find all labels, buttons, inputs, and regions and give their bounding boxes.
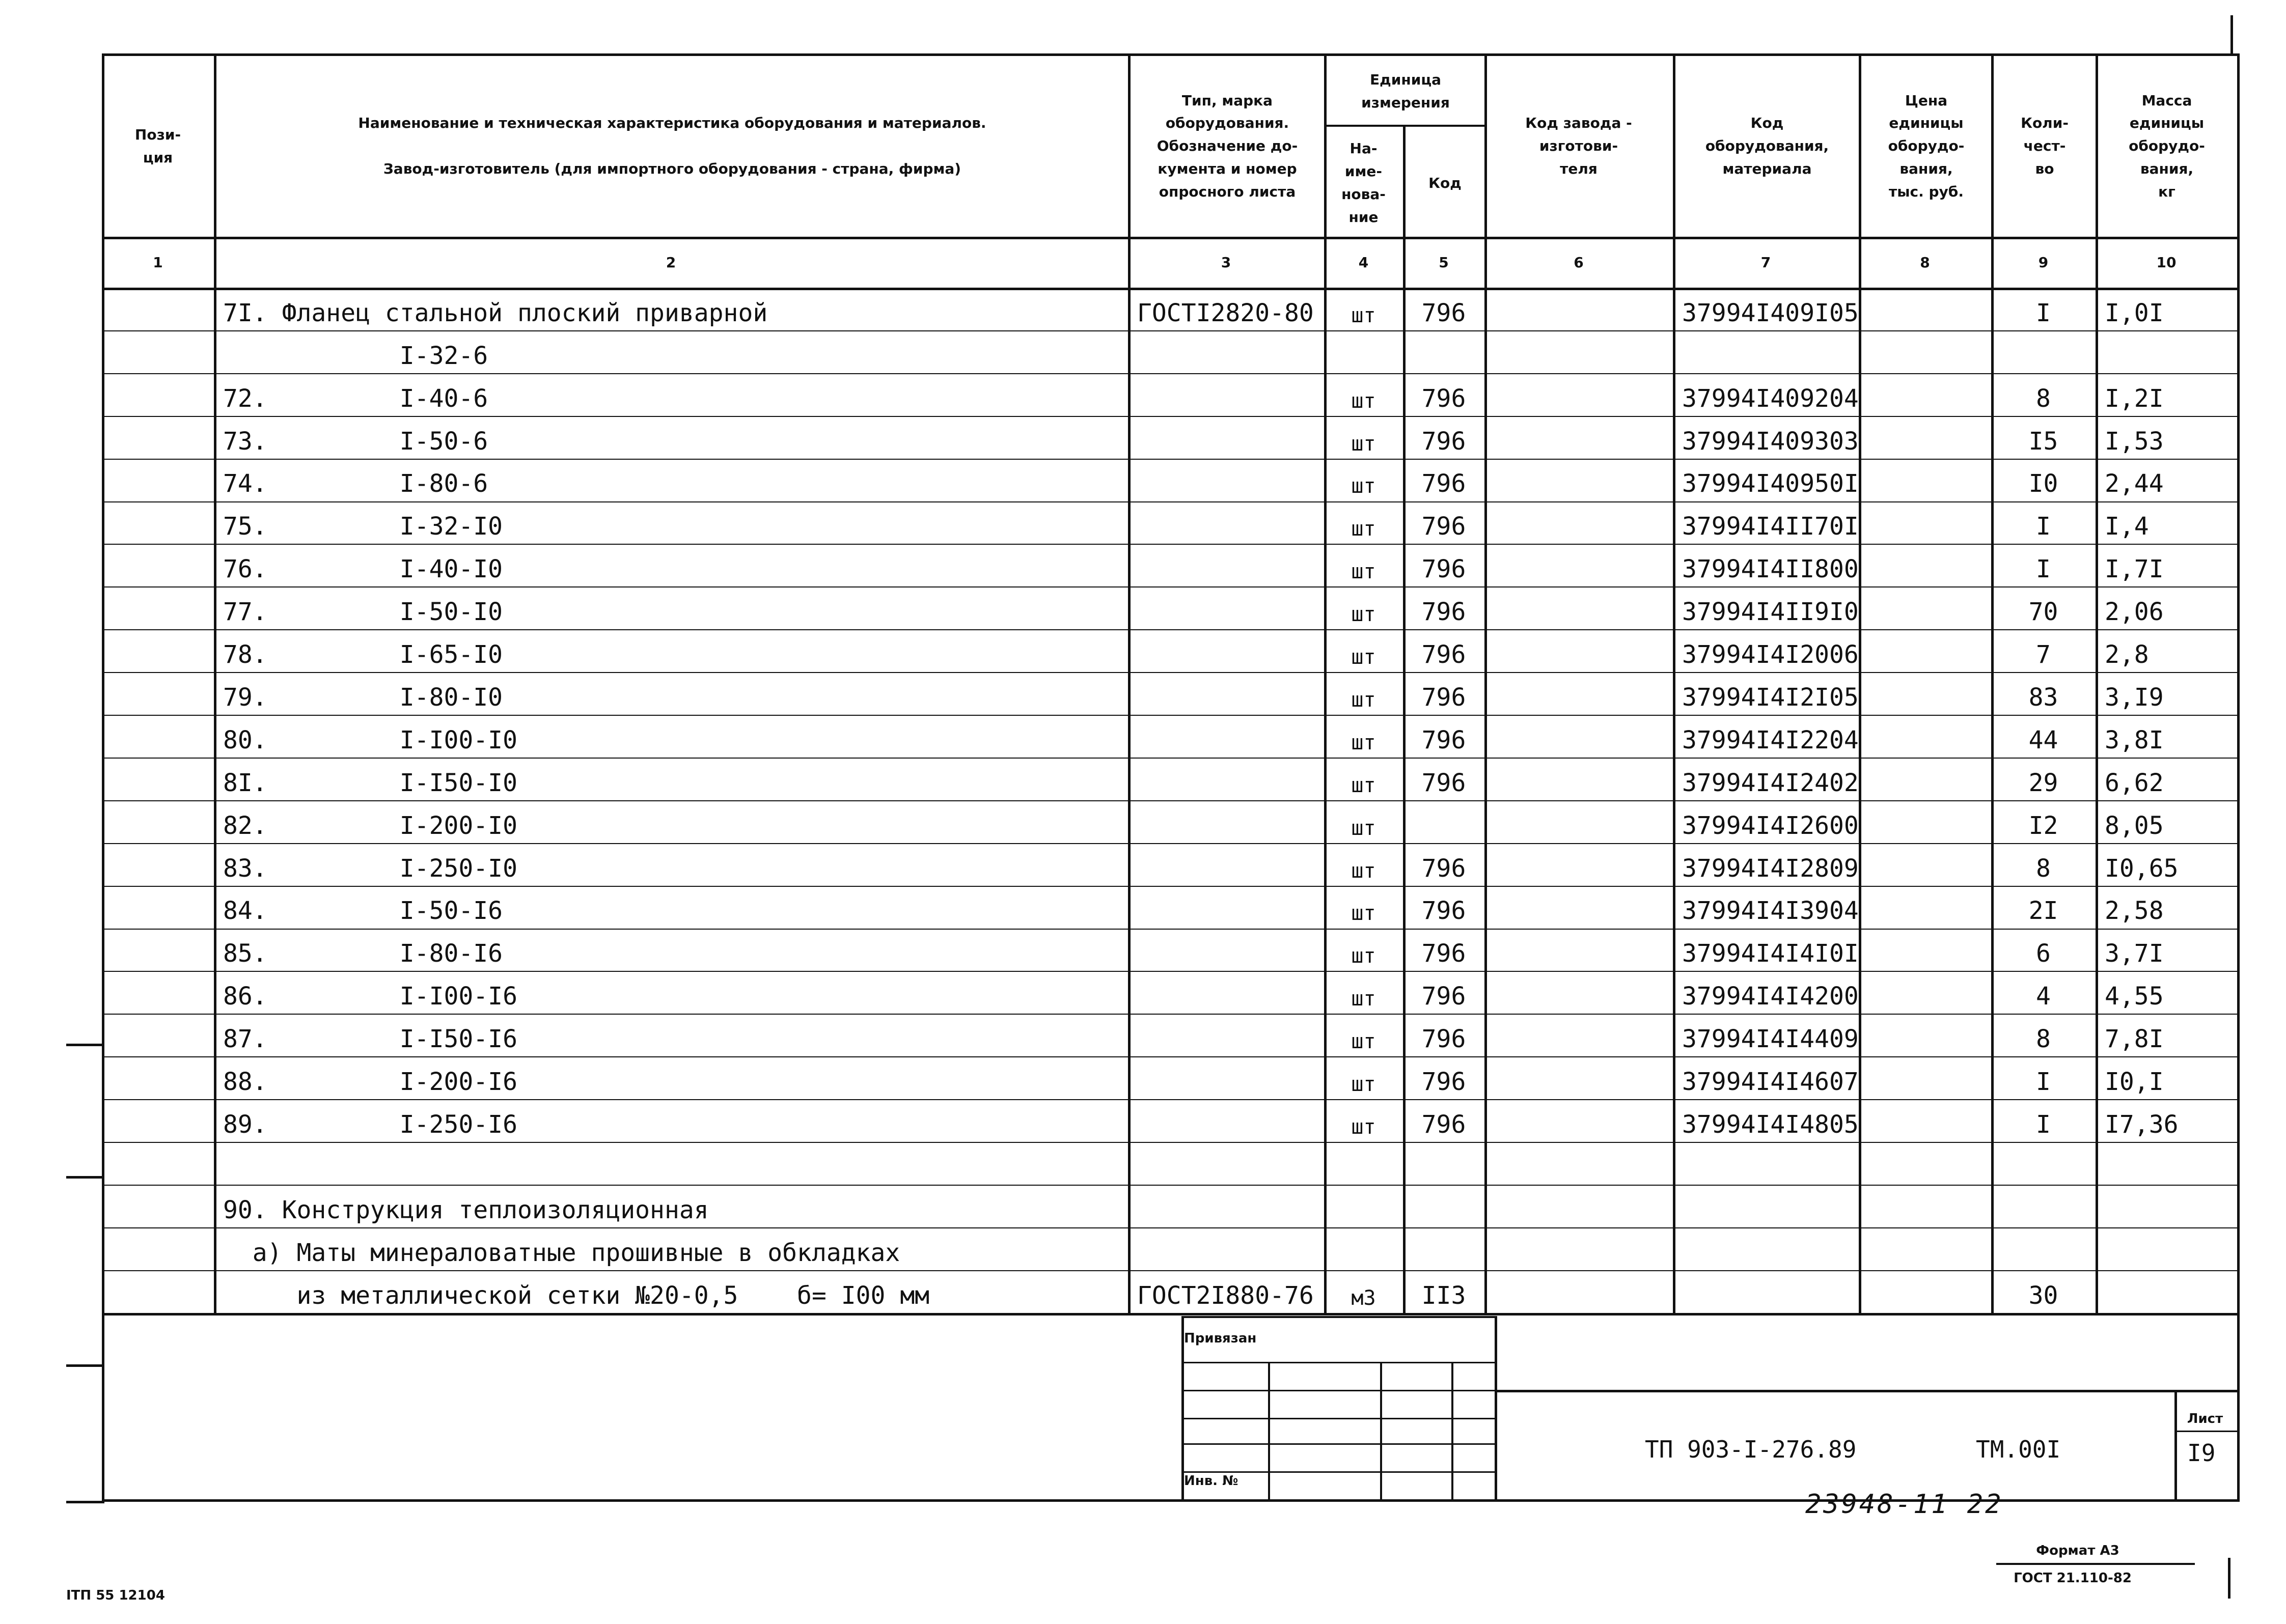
column-number: 8 <box>1920 254 1930 271</box>
column-number: 7 <box>1760 254 1771 271</box>
document-cell <box>1128 544 1324 586</box>
footer-rule <box>2228 1558 2230 1599</box>
row-rule-dashed <box>102 586 214 587</box>
document-cell <box>1128 971 1324 1014</box>
row-rule <box>214 501 2238 502</box>
quantity-cell: I <box>2036 1110 2051 1139</box>
item-name-cell: 83. I-250-I0 <box>223 854 517 883</box>
quantity-cell: I <box>2036 1068 2051 1097</box>
item-name-cell: 84. I-50-I6 <box>223 897 503 926</box>
mass-cell: I,53 <box>2105 427 2164 456</box>
row-rule-dashed <box>102 1185 214 1186</box>
column-number: 4 <box>1358 254 1369 271</box>
header-unit-price: Цена единицы оборудо- вания, тыс. руб. <box>1888 92 1965 200</box>
item-name-cell: 78. I-65-I0 <box>223 640 503 669</box>
item-name-cell: 75. I-32-I0 <box>223 512 503 541</box>
quantity-cell: 30 <box>2028 1281 2058 1310</box>
unit-code-cell: 796 <box>1421 1025 1466 1054</box>
column-rule <box>1324 53 1327 1313</box>
mass-cell: 6,62 <box>2105 768 2164 797</box>
unit-code-cell: 796 <box>1421 598 1466 627</box>
title-block-rule <box>1495 1316 1497 1502</box>
document-cell <box>1128 1014 1324 1056</box>
quantity-cell <box>1991 1227 2096 1270</box>
unit-code-cell <box>1403 1142 1484 1185</box>
title-block-rule <box>1181 1443 1497 1445</box>
mass-cell <box>2096 330 2237 373</box>
specification-sheet <box>102 53 2240 1502</box>
unit-name-cell: шт <box>1351 646 1376 669</box>
document-cell: ГОСТI2820-80 <box>1137 298 1314 327</box>
unit-code-cell: 796 <box>1421 640 1466 669</box>
bound-label: Привязан <box>1184 1331 1257 1347</box>
header-unit-name: На- име- нова- ние <box>1341 140 1386 226</box>
document-cell <box>1128 886 1324 929</box>
unit-code-cell: II3 <box>1421 1281 1466 1310</box>
mass-cell: 2,44 <box>2105 469 2164 498</box>
title-block-rule <box>1181 1362 1497 1363</box>
unit-name-cell <box>1324 1227 1403 1270</box>
unit-code-cell: 796 <box>1421 384 1466 413</box>
document-cell <box>1128 459 1324 501</box>
column-rule <box>1991 53 1994 1313</box>
row-rule-dashed <box>102 971 214 972</box>
equipment-code-cell: 37994I4I4607 <box>1682 1068 1859 1097</box>
equipment-code-cell: 37994I4I2204 <box>1682 725 1859 754</box>
equipment-code-cell: 37994I409303 <box>1682 427 1859 456</box>
unit-code-cell: 796 <box>1421 982 1466 1011</box>
quantity-cell <box>1991 1185 2096 1227</box>
document-cell <box>1128 586 1324 629</box>
unit-code-cell: 796 <box>1421 683 1466 712</box>
mass-cell: 3,I9 <box>2105 683 2164 712</box>
row-rule <box>214 373 2238 374</box>
handwritten-number: 23948-11 22 <box>1805 1489 2003 1520</box>
unit-name-cell: шт <box>1351 303 1376 327</box>
header-equipment-code: Код оборудования, материала <box>1705 115 1829 177</box>
row-rule <box>214 843 2238 844</box>
item-name-cell: а) Маты минераловатные прошивные в обкладках <box>223 1238 900 1267</box>
row-rule <box>214 971 2238 972</box>
unit-name-cell: шт <box>1351 902 1376 926</box>
row-rule-dashed <box>102 843 214 844</box>
row-rule <box>214 1014 2238 1015</box>
item-name-cell: 80. I-I00-I0 <box>223 725 517 754</box>
unit-name-cell: шт <box>1351 1115 1376 1139</box>
header-unit-code: Код <box>1428 174 1462 191</box>
mass-cell: 7,8I <box>2105 1025 2164 1054</box>
mass-cell: I,7I <box>2105 555 2164 584</box>
row-rule-dashed <box>102 1014 214 1015</box>
unit-code-cell: 796 <box>1421 555 1466 584</box>
item-name-cell: 86. I-I00-I6 <box>223 982 517 1011</box>
column-rule <box>1128 53 1131 1313</box>
column-rule <box>1403 125 1406 1313</box>
mass-cell <box>2096 1185 2237 1227</box>
column-number: 5 <box>1439 254 1449 271</box>
item-name-cell: 7I. Фланец стальной плоский приварной <box>223 298 768 327</box>
row-rule-dashed <box>102 800 214 801</box>
header-position: Пози- ция <box>134 126 181 166</box>
sheet-label: Лист <box>2187 1411 2223 1427</box>
document-cell <box>1128 715 1324 758</box>
row-rule <box>214 1099 2238 1100</box>
unit-code-cell <box>1403 1227 1484 1270</box>
document-cell <box>1128 843 1324 886</box>
header-unit-mass: Масса единицы оборудо- вания, кг <box>2129 92 2205 200</box>
item-name-cell: 74. I-80-6 <box>223 469 488 498</box>
unit-name-cell: шт <box>1351 816 1376 840</box>
row-rule <box>214 1056 2238 1057</box>
equipment-code-cell: 37994I4I2006 <box>1682 640 1859 669</box>
equipment-code-cell: 37994I4I3904 <box>1682 897 1859 926</box>
footer-rule <box>1996 1563 2195 1565</box>
unit-name-cell: шт <box>1351 603 1376 627</box>
item-name-cell: 89. I-250-I6 <box>223 1110 517 1139</box>
quantity-cell: I <box>2036 298 2051 327</box>
quantity-cell: 8 <box>2036 854 2051 883</box>
unit-name-cell: шт <box>1351 1073 1376 1097</box>
row-rule <box>214 416 2238 417</box>
row-rule <box>214 1185 2238 1186</box>
header-name: Наименование и техническая характеристика оборудования и материалов. Завод-изготовитель (для импортного оборудования - страна, фирма) <box>358 115 986 177</box>
corner-mark <box>2205 53 2240 56</box>
unit-name-cell: шт <box>1351 987 1376 1011</box>
document-mark: ТМ.00I <box>1976 1436 2061 1463</box>
mass-cell: 2,06 <box>2105 598 2164 627</box>
mass-cell: I7,36 <box>2105 1110 2179 1139</box>
margin-tick <box>66 1501 104 1503</box>
row-rule <box>214 929 2238 930</box>
document-cell <box>1128 800 1324 843</box>
document-cell <box>1128 330 1324 373</box>
header-type-doc: Тип, марка оборудования. Обозначение до- кумента и номер опросного листа <box>1156 92 1298 200</box>
column-rule <box>1859 53 1861 1313</box>
document-cell <box>1128 416 1324 459</box>
unit-name-cell: шт <box>1351 773 1376 797</box>
equipment-code-cell: 37994I40950I <box>1682 469 1859 498</box>
equipment-code-cell: 37994I4I2402 <box>1682 768 1859 797</box>
unit-code-cell: 796 <box>1421 427 1466 456</box>
row-rule-dashed <box>102 459 214 460</box>
unit-name-cell: шт <box>1351 517 1376 541</box>
title-block-rule <box>1181 1316 1497 1318</box>
quantity-cell: I <box>2036 555 2051 584</box>
row-rule <box>214 1227 2238 1228</box>
gost-label: ГОСТ 21.110-82 <box>2014 1571 2132 1586</box>
equipment-code-cell: 37994I4I4409 <box>1682 1025 1859 1054</box>
quantity-cell: 29 <box>2028 768 2058 797</box>
title-block-rule <box>1451 1362 1453 1502</box>
mass-cell: I,0I <box>2105 298 2164 327</box>
item-name-cell: 82. I-200-I0 <box>223 811 517 840</box>
quantity-cell: I5 <box>2028 427 2058 456</box>
document-cell <box>1128 672 1324 715</box>
quantity-cell: 83 <box>2028 683 2058 712</box>
unit-code-cell: 796 <box>1421 298 1466 327</box>
column-number: 2 <box>666 254 676 271</box>
row-rule-dashed <box>102 886 214 887</box>
unit-code-cell: 796 <box>1421 512 1466 541</box>
column-rule <box>1484 53 1487 1313</box>
title-block-rule <box>1181 1390 1497 1391</box>
quantity-cell: 6 <box>2036 939 2051 968</box>
unit-code-cell <box>1403 330 1484 373</box>
column-rule <box>2096 53 2098 1313</box>
mass-cell <box>2096 1227 2237 1270</box>
unit-code-cell <box>1403 1185 1484 1227</box>
mass-cell: 8,05 <box>2105 811 2164 840</box>
row-rule <box>214 758 2238 759</box>
unit-name-cell: шт <box>1351 560 1376 584</box>
row-rule <box>214 1142 2238 1143</box>
equipment-code-cell: 37994I4I2600 <box>1682 811 1859 840</box>
unit-name-cell <box>1324 1185 1403 1227</box>
row-rule-dashed <box>102 373 214 374</box>
mass-cell: 2,8 <box>2105 640 2149 669</box>
item-name-cell <box>214 1142 1128 1185</box>
row-rule <box>214 1270 2238 1271</box>
mass-cell: 4,55 <box>2105 982 2164 1011</box>
unit-name-cell: шт <box>1351 474 1376 498</box>
row-rule-dashed <box>102 1056 214 1057</box>
item-name-cell: 85. I-80-I6 <box>223 939 503 968</box>
item-name-cell: 8I. I-I50-I0 <box>223 768 517 797</box>
table-bottom-rule <box>102 1313 2237 1315</box>
document-cell <box>1128 1099 1324 1142</box>
item-name-cell: 79. I-80-I0 <box>223 683 503 712</box>
unit-code-cell: 796 <box>1421 469 1466 498</box>
row-rule-dashed <box>102 715 214 716</box>
unit-code-cell <box>1403 800 1484 843</box>
item-name-cell: из металлической сетки №20-0,5 б= I00 мм <box>223 1281 930 1310</box>
row-rule <box>214 544 2238 545</box>
row-rule-dashed <box>102 758 214 759</box>
row-rule <box>214 629 2238 630</box>
unit-name-cell: шт <box>1351 432 1376 456</box>
title-block-rule <box>1380 1362 1382 1502</box>
margin-tick <box>66 1044 104 1046</box>
document-cell <box>1128 1142 1324 1185</box>
quantity-cell: I0 <box>2028 469 2058 498</box>
item-name-cell: I-32-6 <box>223 341 488 370</box>
mass-cell <box>2096 1142 2237 1185</box>
equipment-code-cell: 37994I4I2I05 <box>1682 683 1859 712</box>
document-cell <box>1128 929 1324 971</box>
mass-cell: I,4 <box>2105 512 2149 541</box>
row-rule-dashed <box>102 330 214 331</box>
margin-tick <box>66 1364 104 1367</box>
equipment-code-cell <box>1673 1270 1859 1313</box>
column-number: 3 <box>1221 254 1231 271</box>
header-factory-code: Код завода - изготови- теля <box>1525 115 1632 177</box>
unit-name-cell: шт <box>1351 1030 1376 1054</box>
unit-name-cell: шт <box>1351 859 1376 883</box>
quantity-cell: 7 <box>2036 640 2051 669</box>
equipment-code-cell: 37994I4I4805 <box>1682 1110 1859 1139</box>
row-rule-dashed <box>102 1142 214 1143</box>
quantity-cell <box>1991 330 2096 373</box>
document-cell <box>1128 758 1324 800</box>
unit-name-cell: шт <box>1351 389 1376 413</box>
left-stamp: ITП 55 12104 <box>66 1588 165 1604</box>
document-cell <box>1128 1056 1324 1099</box>
item-name-cell: 76. I-40-I0 <box>223 555 503 584</box>
unit-code-cell: 796 <box>1421 854 1466 883</box>
unit-name-cell <box>1324 330 1403 373</box>
header-rule <box>102 237 2237 239</box>
quantity-cell: I2 <box>2028 811 2058 840</box>
mass-cell: I0,I <box>2105 1068 2164 1097</box>
column-number: 6 <box>1574 254 1584 271</box>
item-name-cell: 72. I-40-6 <box>223 384 488 413</box>
row-rule-dashed <box>102 629 214 630</box>
row-rule <box>214 586 2238 587</box>
row-rule-dashed <box>102 672 214 673</box>
quantity-cell: 4 <box>2036 982 2051 1011</box>
row-rule-dashed <box>102 929 214 930</box>
unit-name-cell: м3 <box>1351 1286 1376 1310</box>
document-cell <box>1128 1185 1324 1227</box>
unit-name-cell: шт <box>1351 944 1376 968</box>
column-number: 1 <box>153 254 163 271</box>
unit-code-cell: 796 <box>1421 897 1466 926</box>
mass-cell: I,2I <box>2105 384 2164 413</box>
row-rule <box>214 715 2238 716</box>
equipment-code-cell <box>1673 1185 1859 1227</box>
quantity-cell: 8 <box>2036 384 2051 413</box>
equipment-code-cell: 37994I4I4I0I <box>1682 939 1859 968</box>
item-name-cell: 77. I-50-I0 <box>223 598 503 627</box>
column-number: 10 <box>2156 254 2177 271</box>
item-name-cell: 87. I-I50-I6 <box>223 1025 517 1054</box>
column-rule <box>1673 53 1675 1313</box>
quantity-cell: 44 <box>2028 725 2058 754</box>
equipment-code-cell: 37994I4II800 <box>1682 555 1859 584</box>
equipment-code-cell: 37994I4I4200 <box>1682 982 1859 1011</box>
quantity-cell: I <box>2036 512 2051 541</box>
column-number: 9 <box>2038 254 2049 271</box>
margin-tick <box>66 1176 104 1179</box>
quantity-cell: 70 <box>2028 598 2058 627</box>
document-cell <box>1128 373 1324 416</box>
row-rule-dashed <box>102 416 214 417</box>
title-block-rule <box>1181 1418 1497 1419</box>
row-rule-dashed <box>102 1099 214 1100</box>
document-cell <box>1128 1227 1324 1270</box>
mass-cell: 3,7I <box>2105 939 2164 968</box>
row-rule <box>214 672 2238 673</box>
unit-code-cell: 796 <box>1421 939 1466 968</box>
equipment-code-cell: 37994I4II70I <box>1682 512 1859 541</box>
unit-name-cell <box>1324 1142 1403 1185</box>
equipment-code-cell <box>1673 330 1859 373</box>
inventory-label: Инв. № <box>1184 1473 1238 1489</box>
mass-cell: 2,58 <box>2105 897 2164 926</box>
row-rule <box>214 459 2238 460</box>
equipment-code-cell: 37994I409I05 <box>1682 298 1859 327</box>
equipment-code-cell: 37994I409204 <box>1682 384 1859 413</box>
row-rule <box>214 800 2238 801</box>
row-rule-dashed <box>102 501 214 502</box>
unit-code-cell: 796 <box>1421 768 1466 797</box>
header-unit-group: Единица измерения <box>1361 71 1450 111</box>
row-rule <box>214 330 2238 331</box>
row-rule-dashed <box>102 544 214 545</box>
unit-code-cell: 796 <box>1421 1110 1466 1139</box>
equipment-code-cell: 37994I4I2809 <box>1682 854 1859 883</box>
quantity-cell: 2I <box>2028 897 2058 926</box>
equipment-code-cell <box>1673 1227 1859 1270</box>
item-name-cell: 90. Конструкция теплоизоляционная <box>223 1195 709 1224</box>
mass-cell: I0,65 <box>2105 854 2179 883</box>
column-rule <box>214 53 216 1313</box>
unit-name-cell: шт <box>1351 688 1376 712</box>
title-block-rule <box>1495 1390 2238 1392</box>
corner-mark <box>2230 15 2233 56</box>
document-cell <box>1128 501 1324 544</box>
equipment-code-cell <box>1673 1142 1859 1185</box>
quantity-cell: 8 <box>2036 1025 2051 1054</box>
quantity-cell <box>1991 1142 2096 1185</box>
row-rule-dashed <box>102 1227 214 1228</box>
document-number: ТП 903-I-276.89 <box>1645 1436 1857 1463</box>
item-name-cell: 88. I-200-I6 <box>223 1068 517 1097</box>
row-rule <box>214 886 2238 887</box>
unit-name-cell: шт <box>1351 731 1376 754</box>
item-name-cell: 73. I-50-6 <box>223 427 488 456</box>
document-cell: ГОСТ2I880-76 <box>1137 1281 1314 1310</box>
header-quantity: Коли- чест- во <box>2021 115 2069 177</box>
row-rule-dashed <box>102 1270 214 1271</box>
equipment-code-cell: 37994I4II9I0 <box>1682 598 1859 627</box>
document-cell <box>1128 629 1324 672</box>
unit-code-cell: 796 <box>1421 1068 1466 1097</box>
mass-cell <box>2096 1270 2237 1313</box>
format-label: Формат А3 <box>2036 1543 2119 1559</box>
header-rule <box>102 288 2237 290</box>
unit-code-cell: 796 <box>1421 725 1466 754</box>
sheet-number: I9 <box>2187 1439 2216 1467</box>
mass-cell: 3,8I <box>2105 725 2164 754</box>
